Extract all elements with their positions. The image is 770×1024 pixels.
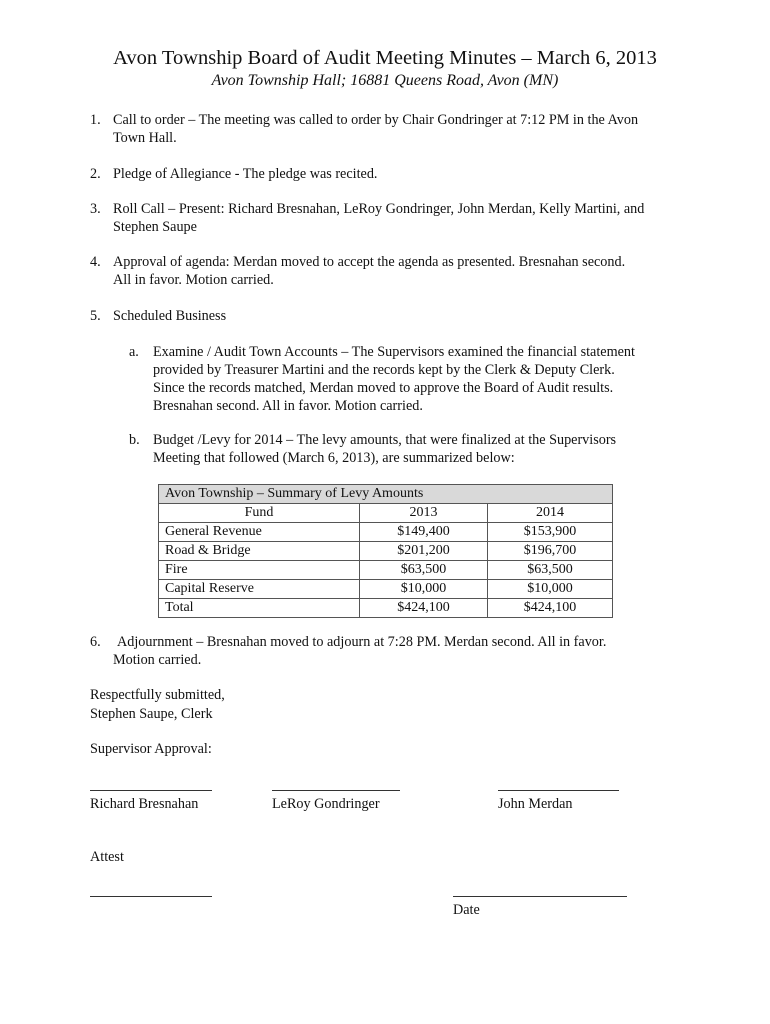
- signature-name-bresnahan: Richard Bresnahan: [90, 796, 199, 812]
- table-row: [159, 523, 613, 542]
- item-line: Approval of agenda: Merdan moved to accept the agenda as presented. Bresnahan second.: [113, 254, 626, 270]
- item-roll-call: [113, 200, 644, 236]
- item-approval-of-agenda: [113, 253, 625, 289]
- item-line: Pledge of Allegiance - The pledge was recited.: [113, 166, 378, 182]
- item-number: 1.: [90, 112, 101, 128]
- table-row: [159, 580, 613, 599]
- fund-cell: Road & Bridge: [159, 542, 360, 561]
- item-number: 5.: [90, 308, 101, 324]
- amount-2014-cell: $153,900: [488, 523, 613, 542]
- item-line: All in favor. Motion carried.: [113, 272, 274, 288]
- subitem-line: Bresnahan second. All in favor. Motion carried.: [153, 398, 423, 414]
- subitem-line: Since the records matched, Merdan moved to approve the Board of Audit results.: [153, 380, 614, 396]
- column-header-2013: 2013: [360, 504, 488, 523]
- table-header-row: [159, 504, 613, 523]
- amount-2014-cell: $196,700: [488, 542, 613, 561]
- table-row-total: [159, 599, 613, 618]
- item-pledge: [113, 165, 377, 183]
- signature-line: [90, 790, 212, 791]
- signature-line: [498, 790, 619, 791]
- amount-2013-cell: $63,500: [360, 561, 488, 580]
- amount-2013-cell: $424,100: [360, 599, 488, 618]
- item-adjournment-line-1: Adjournment – Bresnahan moved to adjourn at 7:28 PM. Merdan second. All in favor.: [117, 634, 607, 650]
- table-row: [159, 561, 613, 580]
- item-line: Town Hall.: [113, 130, 177, 146]
- table-caption: Avon Township – Summary of Levy Amounts: [159, 485, 613, 504]
- subitem-letter: b.: [129, 432, 140, 448]
- item-line: Roll Call – Present: Richard Bresnahan, LeRoy Gondringer, John Merdan, Kelly Martini, and: [113, 201, 645, 217]
- fund-cell: General Revenue: [159, 523, 360, 542]
- item-number: 2.: [90, 166, 101, 182]
- clerk-name: Stephen Saupe, Clerk: [90, 706, 213, 722]
- item-line: Scheduled Business: [113, 308, 227, 324]
- amount-2014-cell: $10,000: [488, 580, 613, 599]
- item-line: Call to order – The meeting was called to order by Chair Gondringer at 7:12 PM in the Avon: [113, 112, 639, 128]
- fund-cell: Fire: [159, 561, 360, 580]
- item-scheduled-business: [113, 307, 226, 325]
- signature-name-gondringer: LeRoy Gondringer: [272, 796, 380, 812]
- date-label: Date: [453, 902, 480, 918]
- fund-cell: Total: [159, 599, 360, 618]
- subitem-line: provided by Treasurer Martini and the records kept by the Clerk & Deputy Clerk.: [153, 362, 615, 378]
- subitem-budget-levy: [153, 431, 616, 467]
- closing-line: Respectfully submitted,: [90, 687, 225, 703]
- amount-2013-cell: $149,400: [360, 523, 488, 542]
- amount-2013-cell: $10,000: [360, 580, 488, 599]
- item-number: 6.: [90, 634, 101, 650]
- item-call-to-order: [113, 111, 638, 147]
- document-subtitle: Avon Township Hall; 16881 Queens Road, Avon (MN): [211, 72, 559, 89]
- signature-line: [272, 790, 400, 791]
- subitem-line: Budget /Levy for 2014 – The levy amounts, that were finalized at the Supervisors: [153, 432, 617, 448]
- date-line: [453, 896, 627, 897]
- item-line: Stephen Saupe: [113, 219, 197, 235]
- item-adjournment-line-2: Motion carried.: [113, 652, 202, 668]
- table-caption-row: [159, 485, 613, 504]
- table-row: [159, 542, 613, 561]
- item-number: 3.: [90, 201, 101, 217]
- amount-2014-cell: $424,100: [488, 599, 613, 618]
- signature-name-merdan: John Merdan: [498, 796, 573, 812]
- amount-2013-cell: $201,200: [360, 542, 488, 561]
- subitem-audit-accounts: [153, 343, 635, 415]
- attest-label: Attest: [90, 849, 124, 865]
- amount-2014-cell: $63,500: [488, 561, 613, 580]
- attest-signature-line: [90, 896, 212, 897]
- levy-summary-table: [158, 484, 613, 618]
- supervisor-approval-label: Supervisor Approval:: [90, 741, 212, 757]
- subitem-line: Examine / Audit Town Accounts – The Supervisors examined the financial statement: [153, 344, 635, 360]
- item-number: 4.: [90, 254, 101, 270]
- fund-cell: Capital Reserve: [159, 580, 360, 599]
- subitem-letter: a.: [129, 344, 139, 360]
- document-title: Avon Township Board of Audit Meeting Minutes – March 6, 2013: [113, 47, 657, 69]
- column-header-2014: 2014: [488, 504, 613, 523]
- subitem-line: Meeting that followed (March 6, 2013), are summarized below:: [153, 450, 515, 466]
- column-header-fund: Fund: [159, 504, 360, 523]
